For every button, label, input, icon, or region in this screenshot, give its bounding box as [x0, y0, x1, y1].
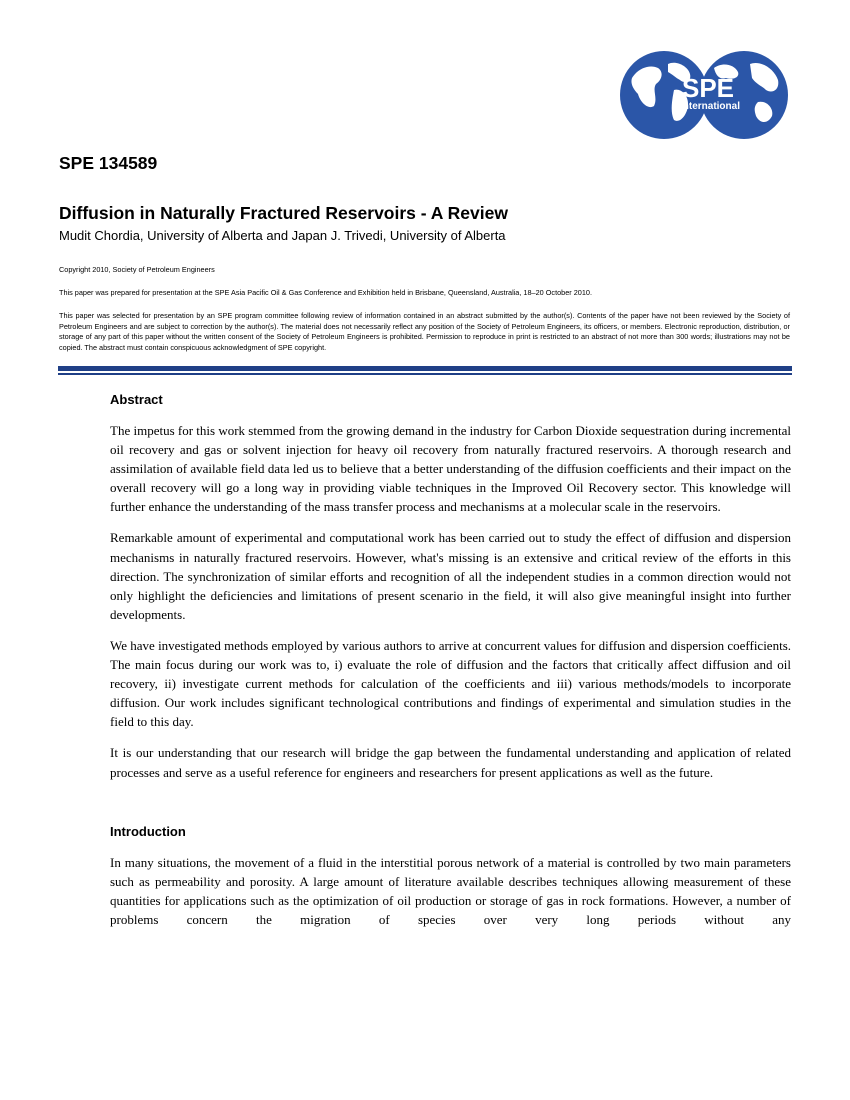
introduction-heading: Introduction: [110, 823, 186, 839]
copyright-line: Copyright 2010, Society of Petroleum Engineers: [59, 265, 215, 274]
abstract-paragraph-3: We have investigated methods employed by various authors to arrive at concurrent values for diffusion and dispersion coefficients. The main focus during our work was to, i) evaluate the role of diffusion and the factors that critically affect diffusion and oil recovery, ii) investigate current methods for calculation of the coefficients and iii) various methods/models to incorporate diffusion. Our work includes significant technological contributions and findings of experimental and simulation studies in the field to this day.: [110, 637, 791, 730]
paper-body: [110, 392, 791, 941]
paper-authors: Mudit Chordia, University of Alberta and Japan J. Trivedi, University of Alberta: [59, 228, 506, 243]
header-divider-thin: [58, 373, 792, 375]
abstract-paragraph-1: The impetus for this work stemmed from the growing demand in the industry for Carbon Dioxide sequestration during incremental oil recovery and gas or solvent injection for heavy oil recovery from naturally fractured reservoirs. A thorough research and assimilation of available field data led us to believe that a better understanding of the diffusion coefficients and their impact on the overall recovery will go a long way in providing viable techniques in the Improved Oil Recovery sector. This knowledge will further enhance the understanding of the mass transfer process and mechanisms at a molecular scale in the reservoirs.: [110, 423, 791, 515]
paper-id: SPE 134589: [59, 153, 158, 173]
paper-title: Diffusion in Naturally Fractured Reservoirs - A Review: [59, 203, 508, 223]
abstract-heading: Abstract: [110, 392, 163, 407]
logo-text-main: SPE: [681, 73, 735, 103]
header-divider-thick: [58, 366, 792, 371]
abstract-paragraph-4: It is our understanding that our research will bridge the gap between the fundamental understanding and application of related processes and serve as a useful reference for engineers and researchers for present applications as well as the future.: [110, 745, 791, 780]
introduction-paragraph-1: In many situations, the movement of a fluid in the interstitial porous network of a material is controlled by two main parameters such as permeability and porosity. A large amount of literature available describes techniques allowing measurement of these quantities for applications such as the optimization of oil production or storage of gas in rock formations. However, a number of problems concern the migration of species over very long periods without any: [110, 854, 791, 927]
review-notice: This paper was selected for presentation by an SPE program committee following review of information contained in an abstract submitted by the author(s). Contents of the paper have not been reviewed by the Society of Petroleum Engineers and are subject to correction by the author(s). The material does not necessarily reflect any position of the Society of Petroleum Engineers, its officers, or members. Electronic reproduction, distribution, or storage of any part of this paper without the written consent of the Society of Petroleum Engineers is prohibited. Permission to reproduce in print is restricted to an abstract of not more than 300 words; illustrations may not be copied. The abstract must contain conspicuous acknowledgment of SPE copyright.: [59, 311, 790, 352]
logo-text-sub: International: [679, 101, 741, 112]
presentation-note: This paper was prepared for presentation at the SPE Asia Pacific Oil & Gas Conference and Exhibition held in Brisbane, Queensland, Australia, 18–20 October 2010.: [59, 288, 592, 297]
spe-international-logo: [618, 50, 790, 140]
abstract-paragraph-2: Remarkable amount of experimental and computational work has been carried out to study the effect of diffusion and dispersion mechanisms in naturally fractured reservoirs. However, what's missing is an extensive and critical review of the efforts in this direction. The synchronization of similar efforts and recognition of all the independent studies in a common direction would not only highlight the deficiencies and limitations of present scenario in the field, it will also give meaningful insight into further developments.: [110, 530, 791, 622]
